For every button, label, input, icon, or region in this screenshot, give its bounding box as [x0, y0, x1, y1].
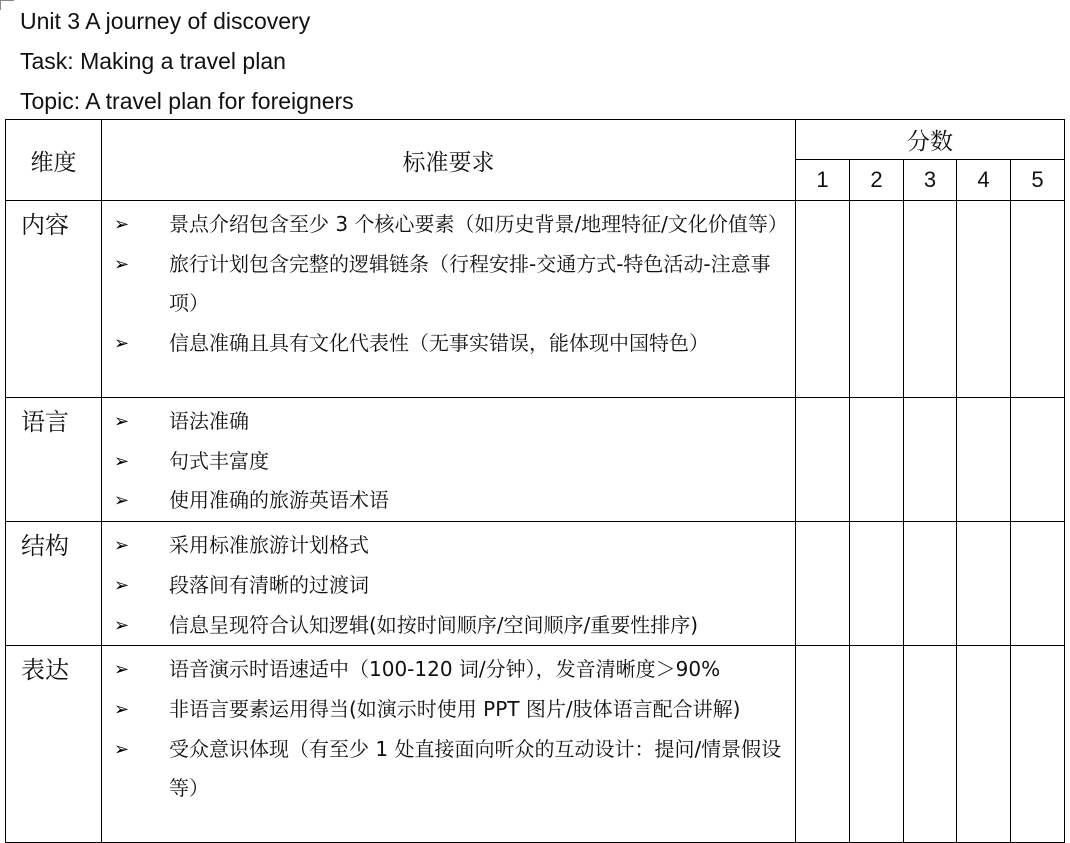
- dimension-cell: 表达: [6, 646, 102, 843]
- criterion-text: 非语言要素运用得当(如演示时使用 PPT 图片/肢体语言配合讲解): [169, 696, 741, 721]
- score-level-2: 2: [850, 160, 904, 201]
- criterion-item: [114, 442, 787, 482]
- document-header: [20, 0, 354, 121]
- criterion-item: [114, 402, 787, 442]
- topic-line: Topic: A travel plan for foreigners: [20, 87, 354, 114]
- criterion-item: [114, 526, 787, 566]
- page-corner-mark: [0, 0, 14, 1]
- score-cell-5[interactable]: [1011, 522, 1065, 646]
- arrow-bullet-icon: ➢: [114, 333, 130, 355]
- table-row-language: [6, 398, 1065, 522]
- table-row-expression: [6, 646, 1065, 843]
- criterion-text: 旅行计划包含完整的逻辑链条（行程安排-交通方式-特色活动-注意事项）: [169, 251, 771, 316]
- table-row-content: [6, 201, 1065, 398]
- score-cell-2[interactable]: [850, 522, 904, 646]
- score-cell-4[interactable]: [957, 201, 1011, 398]
- criterion-item: [114, 606, 787, 646]
- criterion-text: 信息准确且具有文化代表性（无事实错误，能体现中国特色）: [169, 331, 709, 356]
- arrow-bullet-icon: ➢: [114, 253, 130, 275]
- arrow-bullet-icon: ➢: [114, 535, 130, 557]
- criterion-text: 信息呈现符合认知逻辑(如按时间顺序/空间顺序/重要性排序): [169, 612, 699, 637]
- page-corner-mark-vertical: [0, 0, 1, 10]
- arrow-bullet-icon: ➢: [114, 411, 130, 432]
- criterion-item: [114, 690, 787, 730]
- score-level-3: 3: [904, 160, 957, 201]
- rubric-table: [5, 119, 1065, 843]
- score-cell-4[interactable]: [957, 522, 1011, 646]
- score-cell-5[interactable]: [1011, 646, 1065, 843]
- task-line: Task: Making a travel plan: [20, 48, 286, 74]
- score-cell-1[interactable]: [796, 522, 850, 646]
- score-level-1: 1: [796, 160, 850, 201]
- criterion-item: [114, 566, 787, 606]
- score-cell-3[interactable]: [904, 201, 957, 398]
- score-cell-5[interactable]: [1011, 398, 1065, 522]
- criterion-text: 语音演示时语速适中（100-120 词/分钟），发音清晰度＞90%: [169, 657, 721, 682]
- dimension-cell: 语言: [6, 398, 102, 522]
- score-cell-3[interactable]: [904, 646, 957, 843]
- standard-cell: [102, 522, 796, 646]
- score-cell-2[interactable]: [850, 646, 904, 843]
- standard-cell: [102, 398, 796, 522]
- score-level-5: 5: [1011, 160, 1065, 201]
- criterion-item: [114, 650, 787, 690]
- score-cell-3[interactable]: [904, 398, 957, 522]
- dimension-cell: 内容: [6, 201, 102, 398]
- criterion-item: [114, 205, 787, 245]
- criterion-text: 语法准确: [169, 409, 249, 433]
- criterion-item: [114, 481, 787, 521]
- score-cell-2[interactable]: [850, 201, 904, 398]
- standard-cell: [102, 646, 796, 843]
- arrow-bullet-icon: ➢: [114, 450, 130, 472]
- arrow-bullet-icon: ➢: [114, 214, 130, 235]
- unit-title: Unit 3 A journey of discovery: [20, 8, 311, 34]
- score-cell-1[interactable]: [796, 201, 850, 398]
- arrow-bullet-icon: ➢: [114, 574, 130, 596]
- table-row-structure: [6, 522, 1065, 646]
- header-dimension: 维度: [6, 120, 102, 201]
- criterion-text: 段落间有清晰的过渡词: [169, 572, 369, 597]
- criterion-text: 使用准确的旅游英语术语: [169, 488, 389, 513]
- header-standard: 标准要求: [102, 120, 796, 201]
- criterion-text: 采用标准旅游计划格式: [169, 533, 369, 558]
- score-cell-5[interactable]: [1011, 201, 1065, 398]
- criterion-text: 受众意识体现（有至少 1 处直接面向听众的互动设计：提问/情景假设等）: [169, 736, 782, 801]
- score-level-4: 4: [957, 160, 1011, 201]
- criterion-item: [114, 245, 787, 324]
- criterion-item: [114, 324, 787, 364]
- arrow-bullet-icon: ➢: [114, 490, 130, 512]
- header-score: 分数: [796, 120, 1065, 160]
- score-cell-1[interactable]: [796, 398, 850, 522]
- arrow-bullet-icon: ➢: [114, 698, 130, 720]
- score-cell-2[interactable]: [850, 398, 904, 522]
- criterion-text: 景点介绍包含至少 3 个核心要素（如历史背景/地理特征/文化价值等）: [169, 212, 788, 236]
- arrow-bullet-icon: ➢: [114, 659, 130, 681]
- score-cell-4[interactable]: [957, 646, 1011, 843]
- criterion-item: [114, 730, 787, 809]
- score-cell-4[interactable]: [957, 398, 1011, 522]
- arrow-bullet-icon: ➢: [114, 738, 130, 760]
- score-cell-3[interactable]: [904, 522, 957, 646]
- standard-cell: [102, 201, 796, 398]
- score-cell-1[interactable]: [796, 646, 850, 843]
- criterion-text: 句式丰富度: [169, 448, 269, 473]
- arrow-bullet-icon: ➢: [114, 614, 130, 636]
- dimension-cell: 结构: [6, 522, 102, 646]
